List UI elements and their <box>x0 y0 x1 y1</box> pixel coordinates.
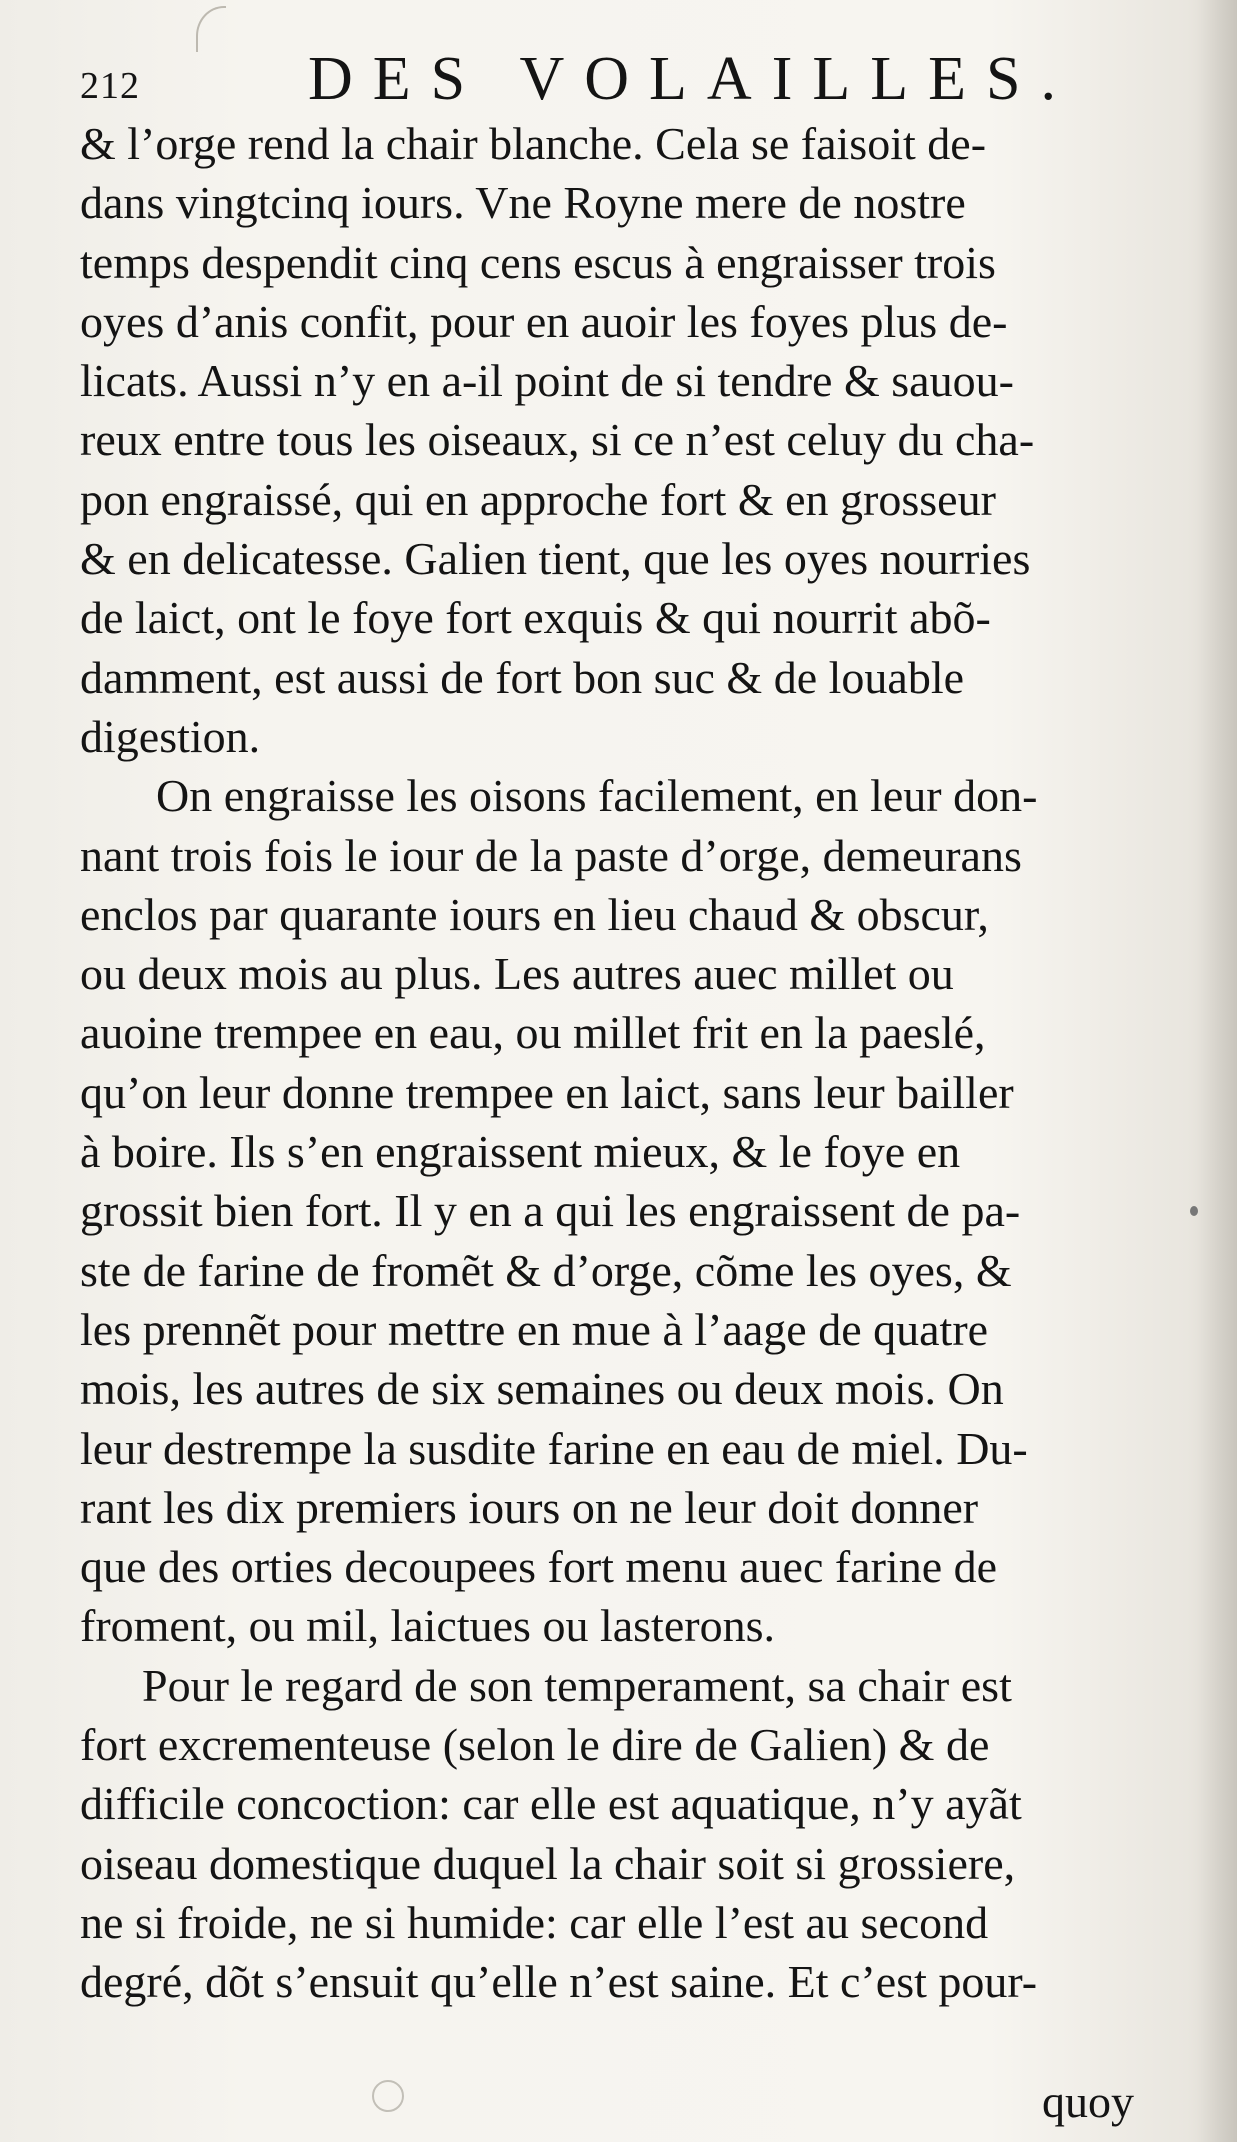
text-line: difficile concoction: car elle est aquatique, n’y ayãt <box>80 1778 1022 1830</box>
text-line: pon engraissé, qui en approche fort & en grosseur <box>80 473 996 525</box>
text-line: leur destrempe la susdite farine en eau de miel. Du- <box>80 1422 1028 1474</box>
text-line: fort excrementeuse (selon le dire de Galien) & de <box>80 1719 990 1771</box>
text-line: licats. Aussi n’y en a-il point de si tendre & sauou- <box>80 355 1014 407</box>
text-line: ne si froide, ne si humide: car elle l’est au second <box>80 1896 989 1948</box>
paragraph-start-line: Pour le regard de son temperament, sa chair est <box>142 1659 1012 1711</box>
text-line: auoine trempee en eau, ou millet frit en la paeslé, <box>80 1007 986 1059</box>
text-line: damment, est aussi de fort bon suc & de louable <box>80 651 965 703</box>
text-line: grossit bien fort. Il y en a qui les engraissent de pa- <box>80 1185 1021 1237</box>
text-line: digestion. <box>80 710 261 762</box>
text-line: reux entre tous les oiseaux, si ce n’est celuy du cha- <box>80 414 1035 466</box>
text-line: & l’orge rend la chair blanche. Cela se faisoit de- <box>80 118 987 169</box>
text-line: qu’on leur donne trempee en laict, sans leur bailler <box>80 1066 1014 1118</box>
text-line: enclos par quarante iours en lieu chaud & obscur, <box>80 888 989 940</box>
text-line: ste de farine de fromẽt & d’orge, cõme les oyes, & <box>80 1244 1012 1296</box>
body-text <box>80 114 1160 2012</box>
text-line: que des orties decoupees fort menu auec farine de <box>80 1541 998 1593</box>
text-line: oiseau domestique duquel la chair soit si grossiere, <box>80 1837 1016 1889</box>
text-line: temps despendit cinq cens escus à engraisser trois <box>80 236 996 288</box>
text-line: de laict, ont le foye fort exquis & qui nourrit abõ- <box>80 592 991 644</box>
running-head: DES VOLAILLES. <box>308 45 1076 113</box>
margin-dot-mark <box>1190 1206 1198 1216</box>
text-line: oyes d’anis confit, pour en auoir les foyes plus de- <box>80 295 1008 347</box>
text-line: degré, dõt s’ensuit qu’elle n’est saine. Et c’est pour- <box>80 1956 1038 2008</box>
text-line: froment, ou mil, laictues ou lasterons. <box>80 1600 775 1652</box>
text-line: ou deux mois au plus. Les autres auec millet ou <box>80 948 954 1000</box>
catchword: quoy <box>1042 2076 1134 2127</box>
paragraph-start-line: On engraisse les oisons facilement, en leur don- <box>156 770 1038 822</box>
text-line: à boire. Ils s’en engraissent mieux, & le foye en <box>80 1126 961 1178</box>
text-line: & en delicatesse. Galien tient, que les oyes nourries <box>80 533 1031 585</box>
text-line: nant trois fois le iour de la paste d’orge, demeurans <box>80 829 1022 881</box>
text-line: dans vingtcinq iours. Vne Royne mere de nostre <box>80 177 966 229</box>
page-edge-shadow <box>1197 0 1237 2142</box>
ink-ring-mark <box>372 2080 404 2112</box>
text-line: rant les dix premiers iours on ne leur doit donner <box>80 1481 979 1533</box>
text-line: les prennẽt pour mettre en mue à l’aage de quatre <box>80 1303 989 1355</box>
page-number: 212 <box>80 65 140 107</box>
text-line: mois, les autres de six semaines ou deux mois. On <box>80 1363 1004 1415</box>
page-header <box>80 44 1160 114</box>
